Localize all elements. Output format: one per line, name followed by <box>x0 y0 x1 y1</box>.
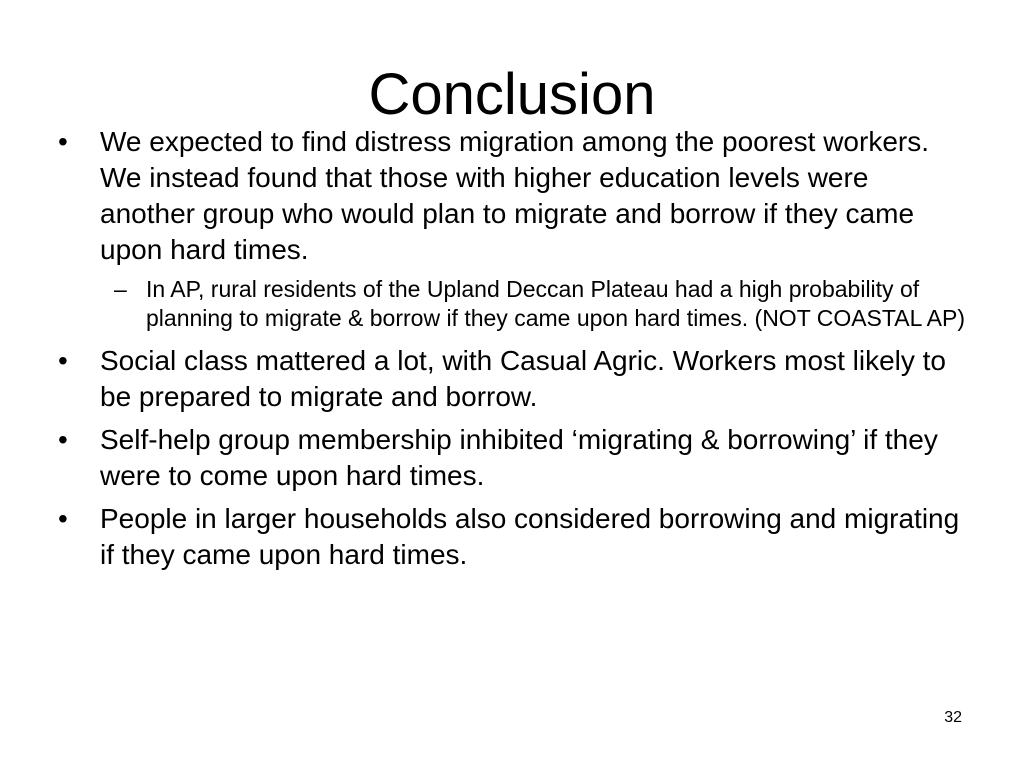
bullet-item <box>58 343 968 415</box>
bullet-marker: • <box>58 503 68 534</box>
page-number: 32 <box>944 709 962 726</box>
bullet-text: People in larger households also considered borrowing and migrating if they came upon hard times. <box>100 503 960 570</box>
bullet-list <box>58 124 968 580</box>
bullet-marker: • <box>58 345 68 376</box>
bullet-marker: • <box>58 424 68 455</box>
bullet-item <box>58 124 968 268</box>
bullet-marker: • <box>58 126 68 157</box>
bullet-item <box>58 501 968 573</box>
sub-bullet-item <box>58 275 968 333</box>
sub-bullet-marker: – <box>114 276 127 302</box>
bullet-text: Self-help group membership inhibited ‘migrating & borrowing’ if they were to come upon hard times. <box>100 424 938 491</box>
slide-title: Conclusion <box>368 62 656 127</box>
bullet-text: We expected to find distress migration among the poorest workers. We instead found that those with higher education levels were another group who would plan to migrate and borrow if they came upon hard times. <box>100 126 929 265</box>
bullet-item <box>58 422 968 494</box>
bullet-text: Social class mattered a lot, with Casual Agric. Workers most likely to be prepared to migrate and borrow. <box>100 345 947 412</box>
sub-bullet-text: In AP, rural residents of the Upland Deccan Plateau had a high probability of planning to migrate & borrow if they came upon hard times. (NOT COASTAL AP) <box>146 276 965 331</box>
